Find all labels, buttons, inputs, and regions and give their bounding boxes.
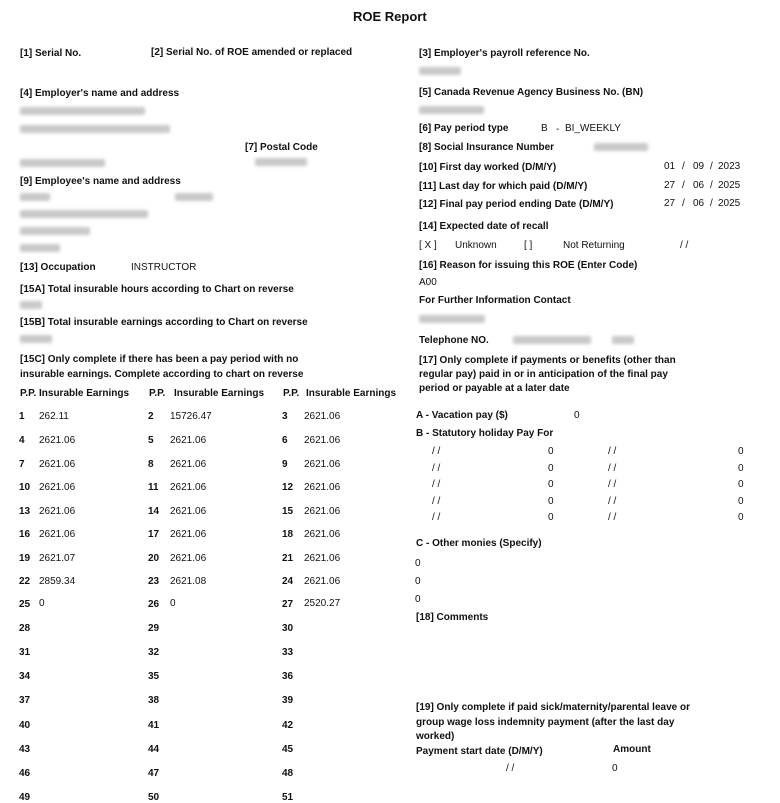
- pay-period-number: 51: [282, 792, 294, 803]
- pay-period-earnings: 2621.06: [170, 459, 207, 470]
- holiday-amount-b: 0: [738, 512, 744, 523]
- pay-period-number: 22: [19, 576, 31, 587]
- redacted-contact-name: [419, 315, 485, 323]
- holiday-date-a: / /: [432, 496, 441, 507]
- pay-period-earnings: 2621.06: [304, 506, 341, 517]
- first-day-label: [10] First day worked (D/M/Y): [419, 162, 557, 173]
- redacted-sin: [594, 143, 648, 151]
- sin-label: [8] Social Insurance Number: [419, 142, 555, 153]
- pay-period-earnings: 2621.06: [304, 529, 341, 540]
- pay-period-number: 12: [282, 482, 294, 493]
- pay-period-number: 41: [148, 720, 160, 731]
- redacted-employee-postal: [20, 244, 60, 252]
- recall-label: [14] Expected date of recall: [419, 221, 549, 232]
- holiday-date-a: / /: [432, 512, 441, 523]
- payment-start-label: Payment start date (D/M/Y): [416, 746, 543, 757]
- pay-period-earnings: 2621.06: [39, 435, 76, 446]
- redacted-employee-name: [20, 193, 50, 201]
- pay-period-number: 39: [282, 695, 294, 706]
- pay-period-number: 48: [282, 768, 294, 779]
- pay-period-number: 33: [282, 647, 294, 658]
- serial-label: [1] Serial No.: [20, 48, 82, 59]
- pp-header-2: P.P.: [149, 388, 166, 399]
- pay-period-number: 46: [19, 768, 31, 779]
- occupation-label: [13] Occupation: [20, 262, 96, 273]
- redacted-business-number: [419, 106, 484, 114]
- amended-label: [2] Serial No. of ROE amended or replaced: [151, 47, 353, 58]
- holiday-date-a: / /: [432, 479, 441, 490]
- section-19-line-3: worked): [416, 731, 455, 742]
- pay-period-number: 21: [282, 553, 294, 564]
- reason-value: A00: [419, 277, 437, 288]
- redacted-payroll-ref: [419, 67, 461, 75]
- pay-period-number: 10: [19, 482, 31, 493]
- contact-label: For Further Information Contact: [419, 295, 571, 306]
- other-monies-value-1: 0: [415, 558, 421, 569]
- holiday-amount-b: 0: [738, 496, 744, 507]
- pay-period-earnings: 2621.06: [39, 506, 76, 517]
- section-17-line-2: regular pay) paid in or in anticipation of the final pay: [419, 369, 668, 380]
- pay-period-number: 27: [282, 599, 294, 610]
- section-19-line-2: group wage loss indemnity payment (after the last day: [416, 717, 675, 728]
- pay-period-number: 32: [148, 647, 160, 658]
- holiday-date-b: / /: [608, 463, 617, 474]
- pay-period-number: 35: [148, 671, 160, 682]
- pay-period-number: 28: [19, 623, 31, 634]
- pay-period-earnings: 2859.34: [39, 576, 76, 587]
- pay-period-number: 43: [19, 744, 31, 755]
- holiday-pay-label: B - Statutory holiday Pay For: [416, 428, 554, 439]
- pp-header-1: P.P.: [20, 388, 37, 399]
- pay-period-earnings: 2621.06: [39, 529, 76, 540]
- pay-period-number: 44: [148, 744, 160, 755]
- redacted-employee-address: [20, 210, 148, 218]
- redacted-employee-name-2: [175, 193, 213, 201]
- pay-period-earnings: 2621.06: [170, 435, 207, 446]
- last-day-day: 27: [664, 180, 676, 191]
- first-day-slash-2: /: [710, 161, 713, 172]
- holiday-date-b: / /: [608, 446, 617, 457]
- pay-period-number: 14: [148, 506, 160, 517]
- pay-period-number: 5: [148, 435, 154, 446]
- pay-period-number: 3: [282, 411, 288, 422]
- first-day-slash: /: [682, 161, 685, 172]
- unknown-checkbox[interactable]: [ X ]: [419, 240, 437, 251]
- pay-period-earnings: 2621.06: [304, 435, 341, 446]
- redacted-employer-city: [20, 159, 105, 167]
- pay-period-code: B: [541, 123, 548, 134]
- pay-period-label: [6] Pay period type: [419, 123, 509, 134]
- redacted-insurable-earnings: [20, 335, 52, 343]
- pay-period-earnings: 2621.06: [304, 553, 341, 564]
- pp-header-3: P.P.: [283, 388, 300, 399]
- pay-period-number: 23: [148, 576, 160, 587]
- pay-period-earnings: 2621.06: [170, 482, 207, 493]
- holiday-amount-a: 0: [548, 496, 554, 507]
- pay-period-number: 8: [148, 459, 154, 470]
- ie-header-2: Insurable Earnings: [174, 388, 265, 399]
- pay-period-number: 30: [282, 623, 294, 634]
- pay-period-number: 29: [148, 623, 160, 634]
- amount-value: 0: [612, 763, 618, 774]
- chart-instruction-line-2: insurable earnings. Complete according to chart on reverse: [20, 369, 304, 380]
- pay-period-number: 49: [19, 792, 31, 803]
- pay-period-earnings: 0: [39, 598, 45, 609]
- pay-period-number: 31: [19, 647, 31, 658]
- pay-period-earnings: 262.11: [39, 411, 69, 422]
- pay-period-earnings: 0: [170, 598, 176, 609]
- employee-label: [9] Employee's name and address: [20, 176, 181, 187]
- pay-period-earnings: 2621.06: [304, 459, 341, 470]
- pay-period-earnings: 2520.27: [304, 598, 341, 609]
- first-day-month: 09: [693, 161, 705, 172]
- payroll-ref-label: [3] Employer's payroll reference No.: [419, 48, 590, 59]
- holiday-date-a: / /: [432, 446, 441, 457]
- redacted-employer-name: [20, 107, 145, 115]
- vacation-pay-value: 0: [574, 410, 580, 421]
- insurable-earnings-label: [15B] Total insurable earnings according to Chart on reverse: [20, 317, 308, 328]
- redacted-insurable-hours: [20, 301, 42, 309]
- final-period-label: [12] Final pay period ending Date (D/M/Y): [419, 199, 614, 210]
- holiday-amount-a: 0: [548, 446, 554, 457]
- pay-period-number: 24: [282, 576, 294, 587]
- postal-label: [7] Postal Code: [245, 142, 318, 153]
- ie-header-3: Insurable Earnings: [306, 388, 397, 399]
- final-day-month: 06: [693, 198, 705, 209]
- telephone-label: Telephone NO.: [419, 335, 489, 346]
- pay-period-number: 50: [148, 792, 160, 803]
- holiday-amount-a: 0: [548, 479, 554, 490]
- unknown-label: Unknown: [455, 240, 497, 251]
- pay-period-number: 37: [19, 695, 31, 706]
- final-day-slash: /: [682, 198, 685, 209]
- pay-period-earnings: 2621.06: [304, 482, 341, 493]
- final-day-slash-2: /: [710, 198, 713, 209]
- pay-period-number: 4: [19, 435, 25, 446]
- vacation-pay-label: A - Vacation pay ($): [416, 410, 508, 421]
- holiday-amount-b: 0: [738, 446, 744, 457]
- holiday-date-b: / /: [608, 512, 617, 523]
- pay-period-number: 36: [282, 671, 294, 682]
- pay-period-number: 20: [148, 553, 160, 564]
- pay-period-number: 18: [282, 529, 294, 540]
- comments-label: [18] Comments: [416, 612, 489, 623]
- pay-period-number: 1: [19, 411, 25, 422]
- holiday-date-b: / /: [608, 496, 617, 507]
- first-day-year: 2023: [718, 161, 741, 172]
- pay-period-value: BI_WEEKLY: [565, 123, 621, 134]
- redacted-postal-code: [255, 158, 307, 166]
- pay-period-number: 15: [282, 506, 294, 517]
- other-monies-value-3: 0: [415, 594, 421, 605]
- employer-label: [4] Employer's name and address: [20, 88, 180, 99]
- pay-period-number: 19: [19, 553, 31, 564]
- pay-period-earnings: 2621.06: [39, 482, 76, 493]
- pay-period-earnings: 2621.07: [39, 553, 76, 564]
- last-day-label: [11] Last day for which paid (D/M/Y): [419, 181, 588, 192]
- pay-period-number: 17: [148, 529, 160, 540]
- pay-period-earnings: 2621.06: [170, 529, 207, 540]
- last-day-month: 06: [693, 180, 705, 191]
- payment-start-date: / /: [506, 763, 515, 774]
- pay-period-earnings: 2621.06: [304, 576, 341, 587]
- ie-header-1: Insurable Earnings: [39, 388, 130, 399]
- holiday-amount-b: 0: [738, 479, 744, 490]
- reason-label: [16] Reason for issuing this ROE (Enter Code): [419, 260, 638, 271]
- last-day-year: 2025: [718, 180, 741, 191]
- amount-label: Amount: [613, 744, 651, 755]
- pay-period-earnings: 2621.06: [170, 553, 207, 564]
- pay-period-earnings: 2621.06: [170, 506, 207, 517]
- section-19-line-1: [19] Only complete if paid sick/maternity/parental leave or: [416, 702, 690, 713]
- pay-period-number: 2: [148, 411, 154, 422]
- other-monies-value-2: 0: [415, 576, 421, 587]
- redacted-employer-address: [20, 125, 170, 133]
- pay-period-number: 40: [19, 720, 31, 731]
- not-returning-checkbox[interactable]: [ ]: [524, 240, 533, 251]
- pay-period-number: 7: [19, 459, 25, 470]
- pay-period-number: 47: [148, 768, 160, 779]
- pay-period-earnings: 2621.06: [39, 459, 76, 470]
- pay-period-earnings: 15726.47: [170, 411, 212, 422]
- pay-period-earnings: 2621.06: [304, 411, 341, 422]
- last-day-slash-2: /: [710, 180, 713, 191]
- not-returning-label: Not Returning: [563, 240, 625, 251]
- pay-period-earnings: 2621.08: [170, 576, 207, 587]
- section-17-line-3: period or payable at a later date: [419, 383, 570, 394]
- holiday-amount-b: 0: [738, 463, 744, 474]
- page-title: ROE Report: [353, 9, 427, 24]
- holiday-date-b: / /: [608, 479, 617, 490]
- redacted-employee-city: [20, 227, 90, 235]
- pay-period-number: 34: [19, 671, 31, 682]
- pay-period-number: 26: [148, 599, 160, 610]
- holiday-date-a: / /: [432, 463, 441, 474]
- insurable-hours-label: [15A] Total insurable hours according to Chart on reverse: [20, 284, 294, 295]
- pay-period-number: 25: [19, 599, 31, 610]
- other-monies-label: C - Other monies (Specify): [416, 538, 542, 549]
- first-day-day: 01: [664, 161, 676, 172]
- pay-period-number: 42: [282, 720, 294, 731]
- holiday-amount-a: 0: [548, 512, 554, 523]
- section-17-line-1: [17] Only complete if payments or benefits (other than: [419, 355, 676, 366]
- last-day-slash: /: [682, 180, 685, 191]
- business-number-label: [5] Canada Revenue Agency Business No. (BN): [419, 87, 644, 98]
- pay-period-number: 6: [282, 435, 288, 446]
- occupation-value: INSTRUCTOR: [131, 262, 197, 273]
- pay-period-number: 16: [19, 529, 31, 540]
- recall-date: / /: [680, 240, 689, 251]
- redacted-telephone-ext: [612, 336, 634, 344]
- pay-period-number: 13: [19, 506, 31, 517]
- final-day-day: 27: [664, 198, 676, 209]
- pay-period-number: 38: [148, 695, 160, 706]
- pay-period-number: 45: [282, 744, 294, 755]
- final-day-year: 2025: [718, 198, 741, 209]
- redacted-telephone: [513, 336, 591, 344]
- pay-period-number: 9: [282, 459, 288, 470]
- pay-period-separator: -: [556, 124, 560, 135]
- holiday-amount-a: 0: [548, 463, 554, 474]
- pay-period-number: 11: [148, 482, 159, 493]
- chart-instruction-line-1: [15C] Only complete if there has been a pay period with no: [20, 354, 299, 365]
